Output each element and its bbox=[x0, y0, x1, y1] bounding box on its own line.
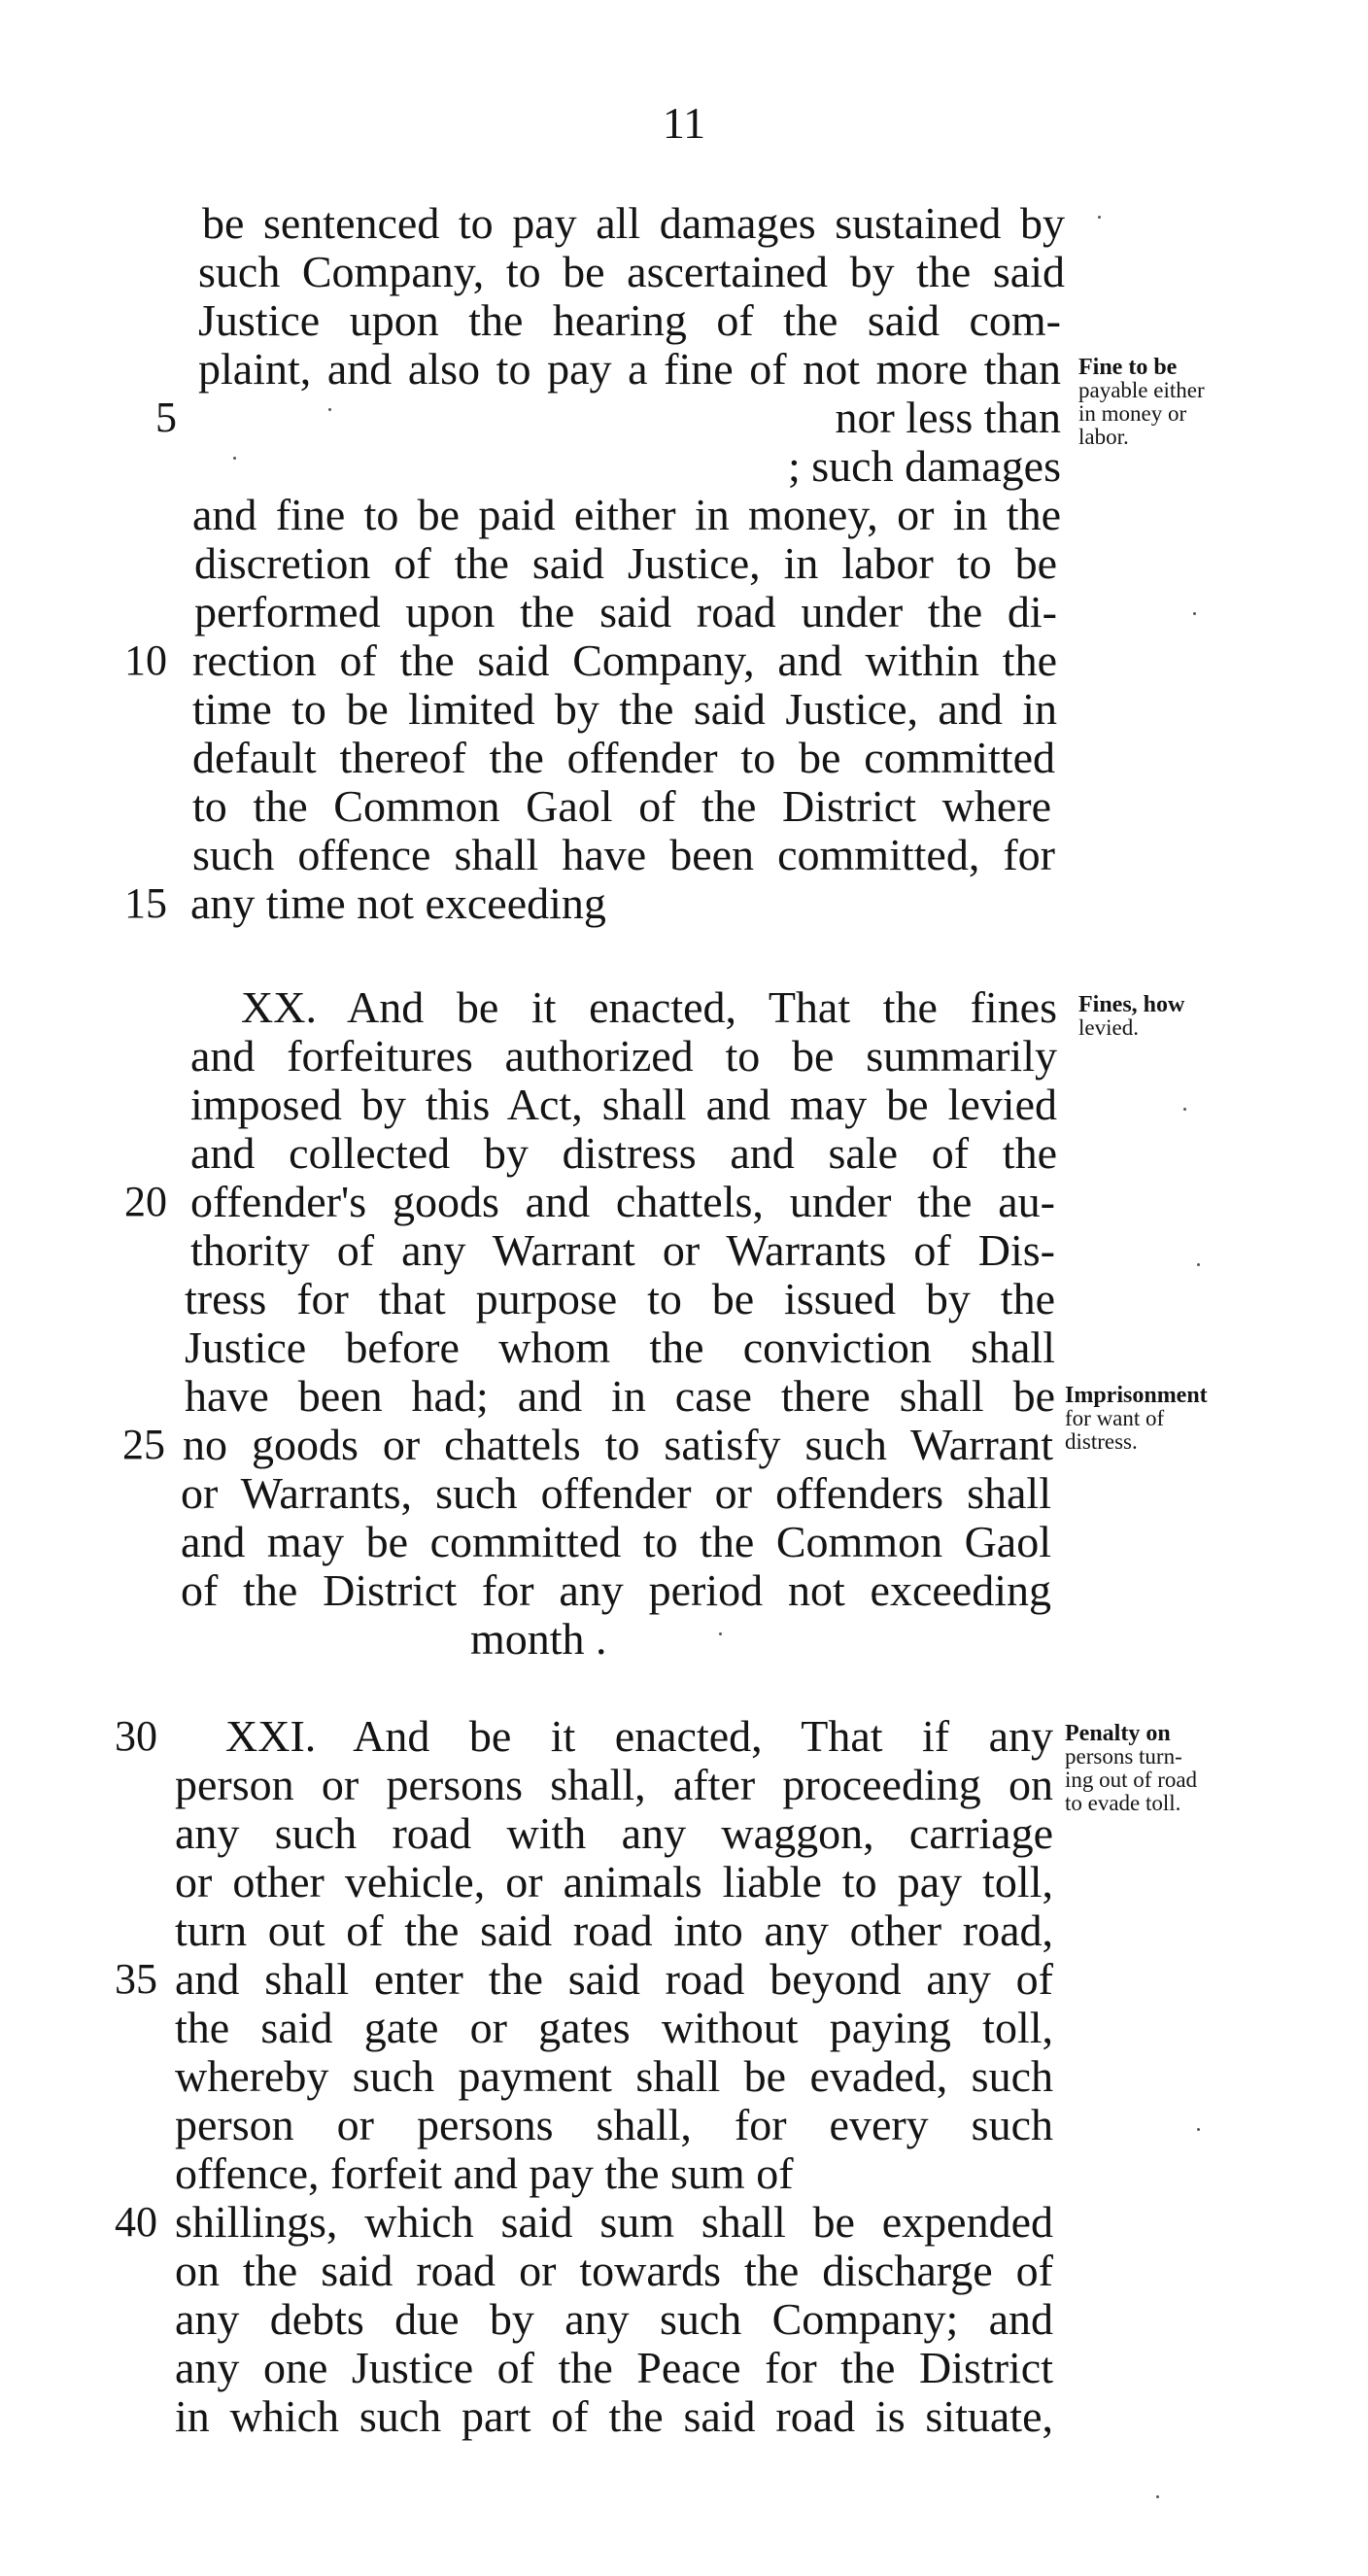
text-line: any one Justice of the Peace for the District bbox=[175, 2343, 1053, 2392]
text-line: person or persons shall, after proceeding on bbox=[175, 1760, 1053, 1809]
text-line: thority of any Warrant or Warrants of Dis- bbox=[190, 1225, 1055, 1275]
margin-note-penalty: Penalty on persons turn- ing out of road to evade toll. bbox=[1065, 1721, 1198, 1815]
text-line: or Warrants, such offender or offenders shall bbox=[181, 1468, 1051, 1518]
line-number: 25 bbox=[122, 1421, 165, 1468]
margin-note-fine: Fine to be payable either in money or labor. bbox=[1078, 355, 1205, 449]
text-line: and collected by distress and sale of the bbox=[190, 1128, 1057, 1178]
scan-speck bbox=[1098, 216, 1101, 219]
text-line: and may be committed to the Common Gaol bbox=[181, 1517, 1051, 1566]
text-line: ; such damages bbox=[787, 441, 1061, 491]
text-line: turn out of the said road into any other road, bbox=[175, 1906, 1053, 1955]
text-line: any time not exceeding bbox=[190, 878, 606, 928]
text-line: of the District for any period not exceeding bbox=[181, 1565, 1051, 1615]
scan-speck bbox=[233, 457, 236, 460]
text-line: XX. And be it enacted, That the fines bbox=[241, 982, 1057, 1032]
text-line: month . bbox=[470, 1614, 607, 1664]
text-line: default thereof the offender to be committed bbox=[192, 733, 1055, 782]
text-line: plaint, and also to pay a fine of not more than bbox=[198, 344, 1061, 394]
text-line: shillings, which said sum shall be expended bbox=[175, 2197, 1053, 2247]
text-line: and shall enter the said road beyond any of bbox=[175, 1954, 1053, 2004]
text-line: performed upon the said road under the di- bbox=[194, 587, 1057, 636]
text-line: person or persons shall, for every such bbox=[175, 2100, 1053, 2149]
scan-speck bbox=[1197, 2128, 1200, 2131]
text-line: Justice upon the hearing of the said com- bbox=[198, 295, 1061, 345]
text-line: in which such part of the said road is situate, bbox=[175, 2391, 1053, 2441]
text-line: and fine to be paid either in money, or in the bbox=[192, 490, 1061, 539]
line-number: 5 bbox=[155, 394, 177, 441]
text-line: Justice before whom the conviction shall bbox=[185, 1322, 1055, 1372]
text-line: rection of the said Company, and within the bbox=[192, 635, 1057, 685]
text-line: any debts due by any such Company; and bbox=[175, 2294, 1053, 2344]
margin-note-imprisonment: Imprisonment for want of distress. bbox=[1065, 1383, 1208, 1454]
line-number: 20 bbox=[124, 1178, 167, 1225]
page-number: 11 bbox=[662, 98, 706, 148]
line-number: 35 bbox=[115, 1955, 157, 2003]
text-line: have been had; and in case there shall be bbox=[185, 1371, 1055, 1421]
line-number: 30 bbox=[115, 1712, 157, 1760]
text-line: no goods or chattels to satisfy such Warrant bbox=[183, 1420, 1053, 1469]
text-line: be sentenced to pay all damages sustained by bbox=[202, 198, 1065, 248]
scan-speck bbox=[328, 408, 331, 411]
text-line: offence, forfeit and pay the sum of bbox=[175, 2148, 794, 2198]
text-line: such offence shall have been committed, for bbox=[192, 830, 1055, 879]
scan-speck bbox=[1193, 612, 1196, 615]
text-line: time to be limited by the said Justice, and in bbox=[192, 684, 1057, 734]
text-line: such Company, to be ascertained by the said bbox=[198, 247, 1065, 296]
text-line: and forfeitures authorized to be summarily bbox=[190, 1031, 1057, 1081]
text-line: or other vehicle, or animals liable to pay toll, bbox=[175, 1857, 1053, 1906]
text-line: tress for that purpose to be issued by the bbox=[185, 1274, 1055, 1323]
text-line: nor less than bbox=[835, 393, 1061, 442]
line-number: 15 bbox=[124, 879, 167, 927]
scan-speck bbox=[1183, 1108, 1186, 1111]
scan-speck bbox=[1197, 1263, 1200, 1266]
text-line: any such road with any waggon, carriage bbox=[175, 1808, 1053, 1858]
text-line: on the said road or towards the discharge of bbox=[175, 2246, 1053, 2295]
text-line: offender's goods and chattels, under the au- bbox=[190, 1177, 1055, 1226]
scan-speck bbox=[719, 1632, 722, 1635]
text-line: XXI. And be it enacted, That if any bbox=[225, 1711, 1053, 1761]
text-line: discretion of the said Justice, in labor to be bbox=[194, 538, 1057, 588]
scan-speck bbox=[1156, 2495, 1159, 2498]
margin-note-fines-levied: Fines, how levied. bbox=[1078, 992, 1185, 1040]
text-line: whereby such payment shall be evaded, such bbox=[175, 2051, 1053, 2101]
line-number: 40 bbox=[115, 2198, 157, 2246]
text-line: to the Common Gaol of the District where bbox=[192, 781, 1051, 831]
line-number: 10 bbox=[124, 636, 167, 684]
text-line: the said gate or gates without paying toll, bbox=[175, 2003, 1053, 2052]
text-line: imposed by this Act, shall and may be levied bbox=[190, 1080, 1057, 1129]
